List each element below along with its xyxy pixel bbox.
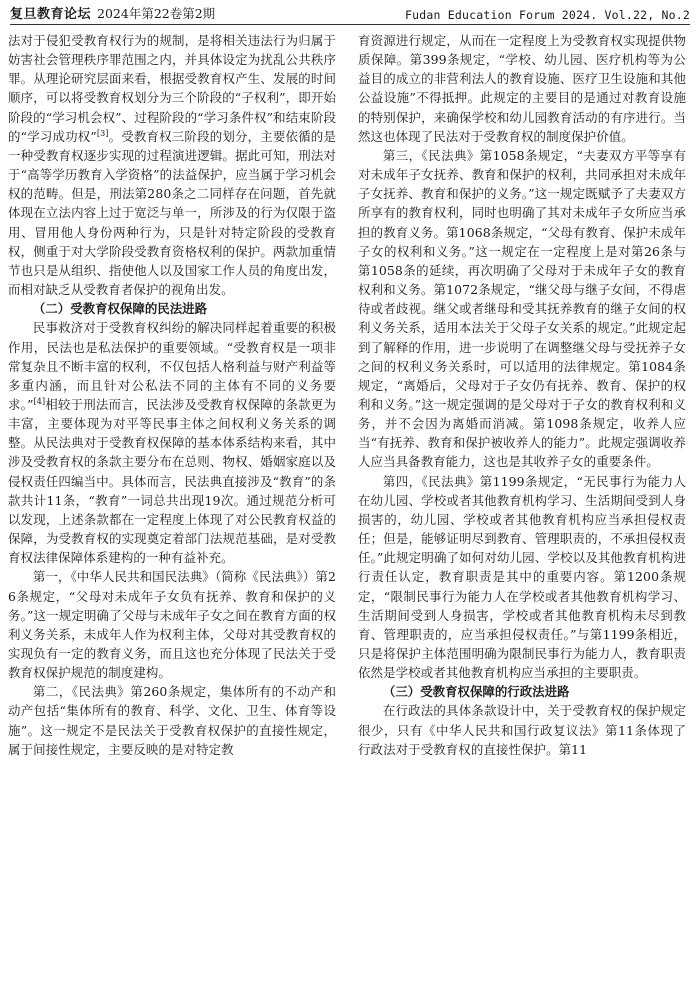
header-english: Fudan Education Forum 2024. Vol.22, No.2 [405,8,690,22]
header-left [10,3,215,24]
running-header [10,4,690,25]
paragraph: 在行政法的具体条款设计中，关于受教育权的保护规定很少，只有《中华人民共和国行政复议法》第11条体现了行政法对于受教育权的直接性保护。第11 [358,703,686,757]
paragraph: 第二，《民法典》第260条规定，集体所有的不动产和动产包括“集体所有的教育、科学、文化、卫生、体育等设施”。这一规定不是民法关于受教育权保护的直接性规定，属于间接性规定，主要反映的是对特定教 [8,684,336,757]
issue-info: 2024年第22卷第2期 [97,6,216,21]
paragraph: 第三，《民法典》第1058条规定，“夫妻双方平等享有对未成年子女抚养、教育和保护的权利，共同承担对未成年子女抚养、教育和保护的义务。”这一规定既赋予了夫妻双方所享有的教育权利，同时也明确了其对未成年子女所应当承担的教育义务。第1068条规定，“父母有教育、保护未成年子女的权利和义务。”这一规定在一定程度上是对第26条与第1058条的延续，再次明确了父母对于未成年子女的教育权利和义务。第1072条规定，“继父母与继子女间，不得虐待或者歧视。继父或者继母和受其抚养教育的继子女间的权利义务关系，适用本法关于父母子女关系的规定。”此规定起到了解释的作用，进一步说明了在调整继父母与受抚养子女之间的权利义务关系时，可以适用的法律规定。第1084条规定，“离婚后，父母对于子女仍有抚养、教育、保护的权利和义务。”这一规定强调的是父母对于子女的教育权利和义务，并不会因为离婚而消减。第1098条规定，收养人应当“有抚养、教育和保护被收养人的能力”。此规定强调收养人应当具备教育能力，这也是其收养子女的重要条件。 [358,147,686,470]
section-heading: （三）受教育权保障的行政法进路 [382,684,570,700]
paragraph: 民事救济对于受教育权纠纷的解决同样起着重要的积极作用，民法也是私法保护的重要领域。“受教育权是一项非常复杂且不断丰富的权利，不仅包括人格利益与财产利益等多重内涵，而且针对公私法不同的主体有不同的义务要求。”[4]相较于刑法而言，民法涉及受教育权保障的条款更为丰富，主要体现为对平等民事主体之间权利义务关系的调整。从民法典对于受教育权保障的基本体系结构来看，其中涉及受教育权的条款主要分布在总则、物权、婚姻家庭以及侵权责任四编当中。具体而言，民法典直接涉及“教育”的条款共计11条，“教育”一词总共出现19次。通过规范分析可以发现，上述条款都在一定程度上体现了对公民教育权益的保障，为受教育权的实现奠定着部门法规范基础，是对受教育权法律保障体系建构的一种有益补充。 [8,320,336,566]
left-column [8,31,336,986]
citation-ref: [3] [96,128,109,138]
paragraph: 第一，《中华人民共和国民法典》（简称《民法典》）第26条规定，“父母对未成年子女负有抚养、教育和保护的义务。”这一规定明确了父母与未成年子女之间在教育方面的权利义务关系，未成年人作为权利主体，父母对其受教育权的实现负有一定的教育义务，而且这也充分体现了民法关于受教育权保护规范的制度建构。 [8,569,336,681]
section-heading: （二）受教育权保障的民法进路 [32,301,208,317]
citation-ref: [4] [33,396,46,406]
right-column [358,31,686,986]
paragraph: 第四，《民法典》第1199条规定，“无民事行为能力人在幼儿园、学校或者其他教育机构学习、生活期间受到人身损害的，幼儿园、学校或者其他教育机构应当承担侵权责任；但是，能够证明尽到教育、管理职责的，不承担侵权责任。”此规定明确了如何对幼儿园、学校以及其他教育机构进行责任认定，教育职责是其中的重要内容。第1200条规定，“限制民事行为能力人在学校或者其他教育机构学习、生活期间受到人身损害，学校或者其他教育机构未尽到教育、管理职责的，应当承担侵权责任。”与第1199条相近，只是将保护主体范围明确为限制民事行为能力人，教育职责依然是学校或者其他教育机构应当承担的主要职责。 [358,473,686,681]
paragraph: 育资源进行规定，从而在一定程度上为受教育权实现提供物质保障。第399条规定，“学校、幼儿园、医疗机构等为公益目的成立的非营利法人的教育设施、医疗卫生设施和其他公益设施”不得抵押。此规定的主要目的是通过对教育设施的特别保护，来确保学校和幼儿园教育活动的有序进行。当然这也体现了民法对于受教育权的制度保护价值。 [358,33,686,144]
journal-name: 复旦教育论坛 [10,7,92,22]
paragraph: 法对于侵犯受教育权行为的规制，是将相关违法行为归属于妨害社会管理秩序罪范围之内，并具体设定为扰乱公共秩序罪。从理论研究层面来看，根据受教育权产生、发展的时间顺序，可以将受教育权划分为三个阶段的“子权利”，即开始阶段的“学习机会权”、过程阶段的“学习条件权”和结束阶段的“学习成功权”[3]。受教育权三阶段的划分，主要依循的是一种受教育权逐步实现的过程演进逻辑。据此可知，刑法对于“高等学历教育入学资格”的法益保护，应当属于学习机会权的范畴。但是，刑法第280条之二同样存在问题，首先就体现在立法内容上过于宽泛与单一，所涉及的行为仅限于盗用、冒用他人身份两种行为，只是针对特定阶段的受教育权，侧重于对大学阶段受教育资格权利的保护。两款加重情节也只是从组织、指使他人以及国家工作人员的角度出发，而相对缺乏从受教育者保护的视角出发。 [8,33,336,298]
